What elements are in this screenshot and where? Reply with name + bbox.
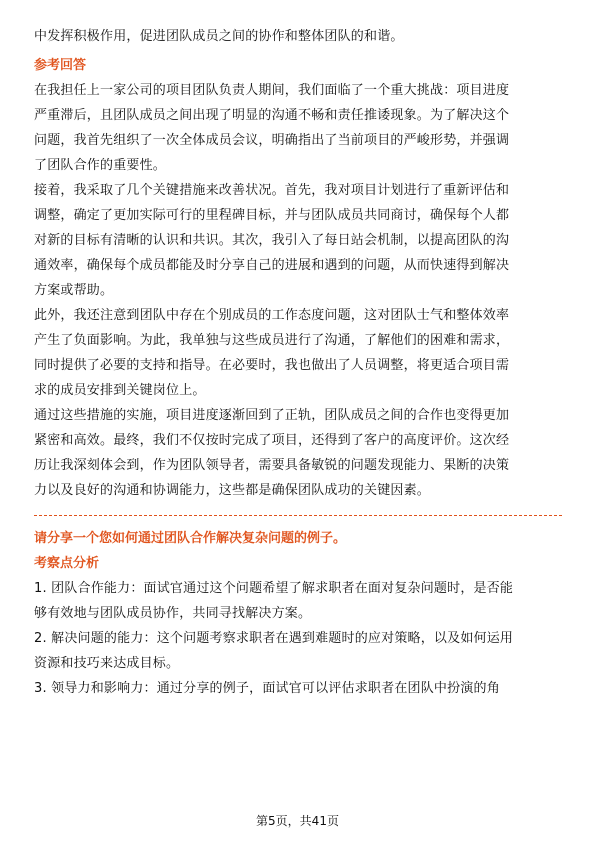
page-number: 第5页，共41页	[256, 814, 339, 828]
answer-paragraph-3	[34, 303, 562, 403]
page-content	[34, 24, 562, 701]
text-line: 紧密和高效。最终，我们不仅按时完成了项目，还得到了客户的高度评价。这次经	[34, 433, 510, 448]
text-line: 在我担任上一家公司的项目团队负责人期间，我们面临了一个重大挑战：项目进度	[34, 83, 510, 98]
list-item: 3. 领导力和影响力：通过分享的例子，面试官可以评估求职者在团队中扮演的角	[34, 681, 500, 696]
text-line: 产生了负面影响。为此，我单独与这些成员进行了沟通，了解他们的困难和需求，	[34, 333, 510, 348]
text-line: 了团队合作的重要性。	[34, 158, 167, 173]
list-item: 1. 团队合作能力：面试官通过这个问题希望了解求职者在面对复杂问题时，是否能	[34, 581, 514, 596]
section-divider	[34, 515, 562, 516]
list-item: 资源和技巧来达成目标。	[34, 656, 180, 671]
text-line: 调整，确定了更加实际可行的里程碑目标，并与团队成员共同商讨，确保每个人都	[34, 208, 510, 223]
intro-tail: 中发挥积极作用，促进团队成员之间的协作和整体团队的和谐。	[34, 29, 404, 44]
text-line: 力以及良好的沟通和协调能力，这些都是确保团队成功的关键因素。	[34, 483, 431, 498]
text-line: 求的成员安排到关键岗位上。	[34, 383, 206, 398]
text-line: 通过这些措施的实施，项目进度逐渐回到了正轨，团队成员之间的合作也变得更加	[34, 408, 510, 423]
question-title: 请分享一个您如何通过团队合作解决复杂问题的例子。	[34, 531, 347, 546]
answer-paragraph-1	[34, 78, 562, 178]
text-line: 通效率，确保每个成员都能及时分享自己的进展和遇到的问题，从而快速得到解决	[34, 258, 510, 273]
text-line: 此外，我还注意到团队中存在个别成员的工作态度问题，这对团队士气和整体效率	[34, 308, 510, 323]
answer-heading: 参考回答	[34, 58, 87, 73]
text-line: 接着，我采取了几个关键措施来改善状况。首先，我对项目计划进行了重新评估和	[34, 183, 510, 198]
text-line: 方案或帮助。	[34, 283, 114, 298]
text-line: 问题，我首先组织了一次全体成员会议，明确指出了当前项目的严峻形势，并强调	[34, 133, 510, 148]
text-line: 同时提供了必要的支持和指导。在必要时，我也做出了人员调整，将更适合项目需	[34, 358, 510, 373]
text-line: 严重滞后，且团队成员之间出现了明显的沟通不畅和责任推诿现象。为了解决这个	[34, 108, 510, 123]
list-item: 2. 解决问题的能力：这个问题考察求职者在遇到难题时的应对策略，以及如何运用	[34, 631, 514, 646]
text-line: 历让我深刻体会到，作为团队领导者，需要具备敏锐的问题发现能力、果断的决策	[34, 458, 510, 473]
text-line: 对新的目标有清晰的认识和共识。其次，我引入了每日站会机制，以提高团队的沟	[34, 233, 510, 248]
analysis-list	[34, 576, 562, 701]
answer-paragraph-4	[34, 403, 562, 503]
answer-paragraph-2	[34, 178, 562, 303]
list-item: 够有效地与团队成员协作，共同寻找解决方案。	[34, 606, 312, 621]
analysis-heading: 考察点分析	[34, 556, 100, 571]
